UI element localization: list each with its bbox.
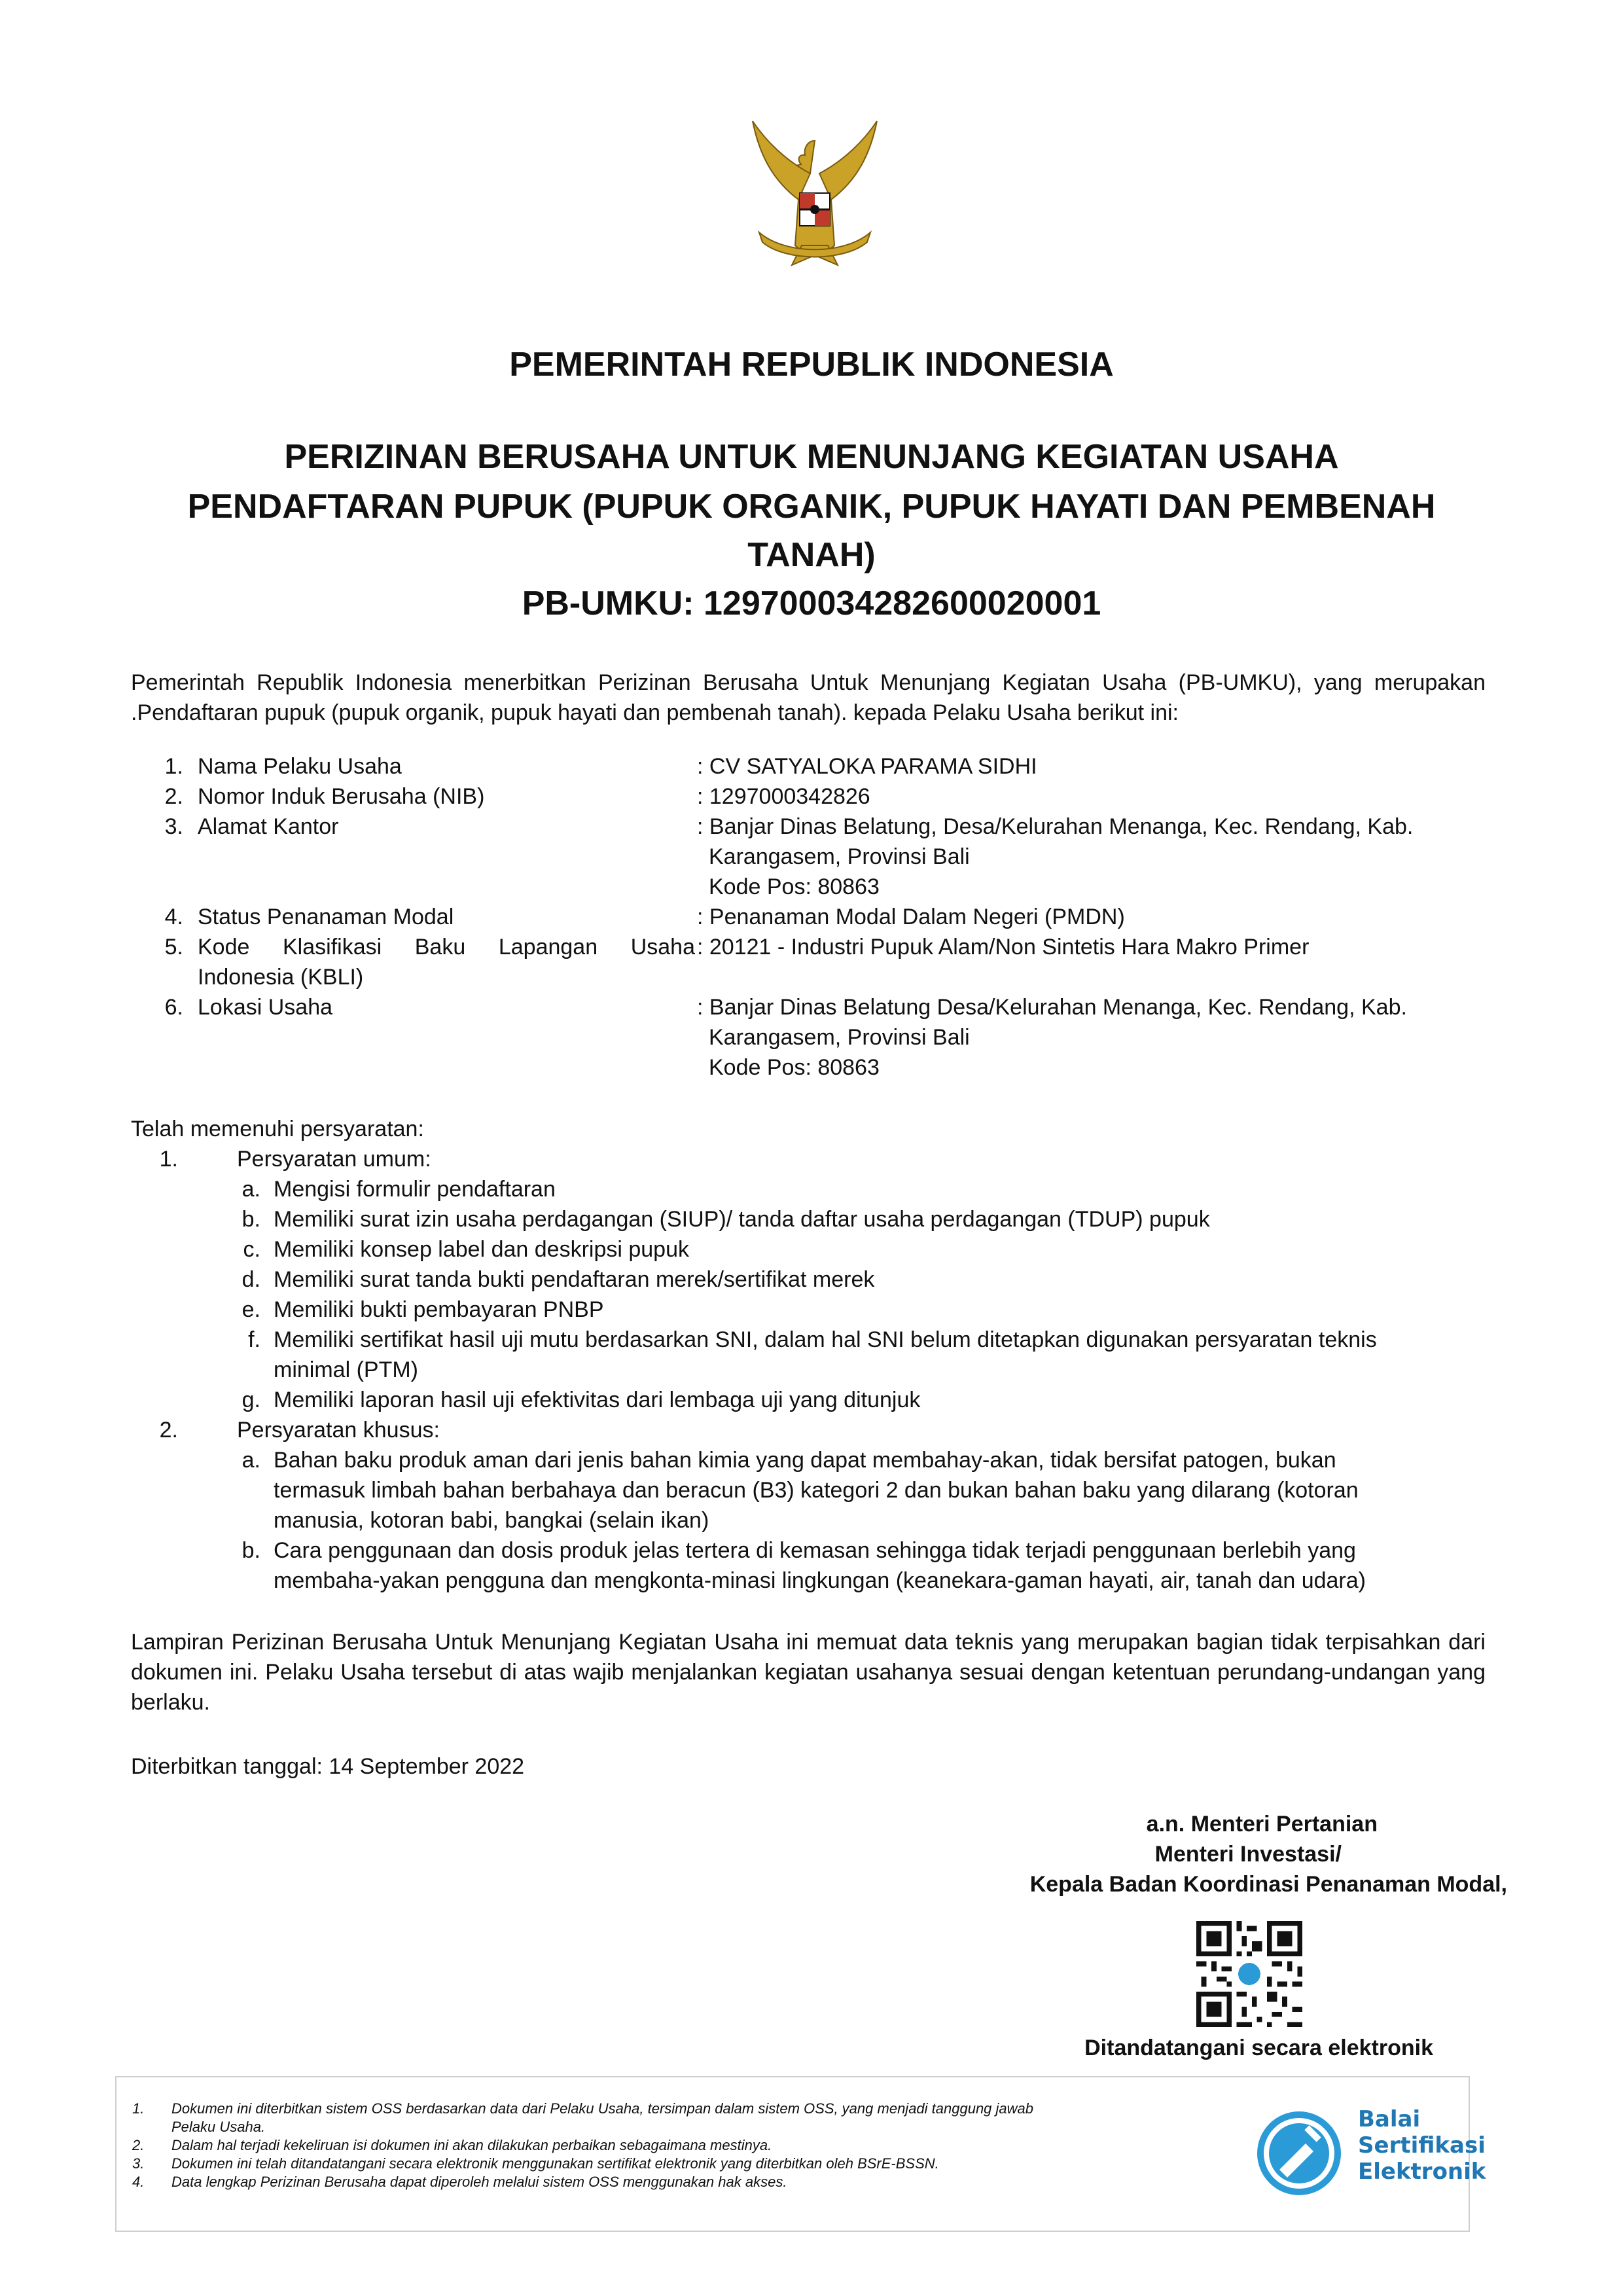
- footnote-text: Dalam hal terjadi kekeliruan isi dokumen ini akan dilakukan perbaikan sebagaimana mestinya.: [171, 2137, 772, 2153]
- item-letter: b.: [241, 1207, 260, 1232]
- bsre-line3: Elektronik: [1358, 2159, 1486, 2185]
- item-text-line3: manusia, kotoran babi, bangkai (selain ikan): [274, 1508, 709, 1533]
- bsre-line2: Sertifikasi: [1358, 2132, 1486, 2159]
- item-label: Status Penanaman Modal: [198, 905, 454, 929]
- item-text-line2: termasuk limbah bahan berbahaya dan beracun (B3) kategori 2 dan bukan bahan baku yang dilarang (kotoran: [274, 1478, 1359, 1503]
- requirements-heading: Telah memenuhi persyaratan:: [131, 1117, 424, 1141]
- item-letter: a.: [241, 1177, 260, 1202]
- permit-title-line1: PERIZINAN BERUSAHA UNTUK MENUNJANG KEGIATAN USAHA: [284, 438, 1339, 476]
- item-value: : CV SATYALOKA PARAMA SIDHI: [697, 754, 1037, 779]
- item-letter: b.: [241, 1538, 260, 1563]
- footnote-text: Data lengkap Perizinan Berusaha dapat diperoleh melalui sistem OSS menggunakan hak akses.: [171, 2174, 787, 2190]
- permit-title-line2: PENDAFTARAN PUPUK (PUPUK ORGANIK, PUPUK HAYATI DAN PEMBENAH: [187, 488, 1436, 526]
- item-text-line2: minimal (PTM): [274, 1357, 418, 1382]
- item-value-line3: Kode Pos: 80863: [709, 1055, 880, 1080]
- item-text: Memiliki sertifikat hasil uji mutu berdasarkan SNI, dalam hal SNI belum ditetapkan digunakan persyaratan teknis: [274, 1327, 1377, 1352]
- bsre-logo: [1253, 2094, 1486, 2206]
- closing-paragraph: Lampiran Perizinan Berusaha Untuk Menunjang Kegiatan Usaha ini memuat data teknis yang merupakan bagian tidak terpisahkan dari dokumen ini. Pelaku Usaha tersebut di atas wajib menjalankan kegiatan usahanya sesuai dengan ketentuan perundang-undangan yang berlaku.: [131, 1630, 1486, 1715]
- item-letter: a.: [241, 1448, 260, 1473]
- permit-title-line3: TANAH): [747, 536, 876, 574]
- item-number: 3.: [164, 814, 183, 839]
- item-letter: c.: [243, 1237, 260, 1262]
- footnote-text-line2: Pelaku Usaha.: [171, 2119, 266, 2135]
- item-value: : Banjar Dinas Belatung Desa/Kelurahan Menanga, Kec. Rendang, Kab.: [697, 995, 1407, 1020]
- item-value: : Banjar Dinas Belatung, Desa/Kelurahan Menanga, Kec. Rendang, Kab.: [697, 814, 1414, 839]
- item-number: 5.: [164, 935, 183, 960]
- footnote-number: 2.: [132, 2137, 145, 2153]
- item-value-line2: Karangasem, Provinsi Bali: [709, 844, 970, 869]
- footnote-number: 4.: [132, 2174, 145, 2190]
- item-number: 2.: [164, 784, 183, 809]
- item-letter: f.: [248, 1327, 260, 1352]
- item-text: Memiliki bukti pembayaran PNBP: [274, 1297, 604, 1322]
- qr-code-icon: [1196, 1921, 1302, 2027]
- requirement-number: 1.: [159, 1147, 178, 1172]
- requirement-number: 2.: [159, 1418, 178, 1443]
- issued-date: Diterbitkan tanggal: 14 September 2022: [131, 1754, 525, 1779]
- item-text: Cara penggunaan dan dosis produk jelas tertera di kemasan sehingga tidak terjadi penggunaan berlebih yang: [274, 1538, 1356, 1563]
- item-value-line3: Kode Pos: 80863: [709, 874, 880, 899]
- bsre-line1: Balai: [1358, 2106, 1421, 2132]
- item-text: Memiliki laporan hasil uji efektivitas dari lembaga uji yang ditunjuk: [274, 1388, 921, 1412]
- item-label: Nomor Induk Berusaha (NIB): [198, 784, 485, 809]
- item-value: : 20121 - Industri Pupuk Alam/Non Sintetis Hara Makro Primer: [697, 935, 1310, 960]
- item-label: Nama Pelaku Usaha: [198, 754, 402, 779]
- bsre-seal-icon: [1253, 2108, 1345, 2199]
- bsre-wordmark: [1358, 2106, 1486, 2185]
- item-text: Mengisi formulir pendaftaran: [274, 1177, 556, 1202]
- footnote-number: 3.: [132, 2155, 145, 2172]
- item-letter: g.: [241, 1388, 260, 1412]
- garuda-pancasila-emblem-icon: [746, 115, 883, 278]
- requirement-title: Persyaratan khusus:: [237, 1418, 440, 1443]
- signature-line3: Kepala Badan Koordinasi Penanaman Modal,: [1029, 1872, 1507, 1897]
- item-text: Bahan baku produk aman dari jenis bahan kimia yang dapat membahay-akan, tidak bersifat patogen, bukan: [274, 1448, 1336, 1473]
- signature-line2: Menteri Investasi/: [1154, 1842, 1342, 1867]
- item-value: : 1297000342826: [697, 784, 870, 809]
- permit-number: PB-UMKU: 129700034282600020001: [522, 584, 1101, 622]
- item-value: : Penanaman Modal Dalam Negeri (PMDN): [697, 905, 1125, 929]
- item-number: 4.: [164, 905, 183, 929]
- item-number: 1.: [164, 754, 183, 779]
- item-letter: e.: [241, 1297, 260, 1322]
- item-text: Memiliki konsep label dan deskripsi pupuk: [274, 1237, 689, 1262]
- item-text-line2: membaha-yakan pengguna dan mengkonta-minasi lingkungan (keanekara-gaman hayati, air, tanah dan udara): [274, 1568, 1366, 1593]
- requirement-title: Persyaratan umum:: [237, 1147, 431, 1172]
- signature-line1: a.n. Menteri Pertanian: [1146, 1812, 1378, 1837]
- signed-electronically-note: Ditandatangani secara elektronik: [1084, 2036, 1433, 2060]
- item-value-line2: Karangasem, Provinsi Bali: [709, 1025, 970, 1050]
- item-text: Memiliki surat tanda bukti pendaftaran merek/sertifikat merek: [274, 1267, 875, 1292]
- intro-paragraph: Pemerintah Republik Indonesia menerbitkan Perizinan Berusaha Untuk Menunjang Kegiatan Usaha (PB-UMKU), yang merupakan .Pendaftaran pupuk (pupuk organik, pupuk hayati dan pembenah tanah). kepada Pelaku Usaha berikut ini:: [131, 670, 1486, 725]
- item-text: Memiliki surat izin usaha perdagangan (SIUP)/ tanda daftar usaha perdagangan (TDUP) pupuk: [274, 1207, 1210, 1232]
- item-label-line2: Indonesia (KBLI): [198, 965, 364, 990]
- government-heading: PEMERINTAH REPUBLIK INDONESIA: [509, 346, 1114, 384]
- item-number: 6.: [164, 995, 183, 1020]
- item-letter: d.: [241, 1267, 260, 1292]
- footnote-number: 1.: [132, 2100, 145, 2117]
- item-label: Alamat Kantor: [198, 814, 339, 839]
- item-label: Kode Klasifikasi Baku Lapangan Usaha: [198, 935, 695, 960]
- footnote-text: Dokumen ini telah ditandatangani secara elektronik menggunakan sertifikat elektronik yang diterbitkan oleh BSrE-BSSN.: [171, 2155, 939, 2172]
- item-label: Lokasi Usaha: [198, 995, 333, 1020]
- footnote-text: Dokumen ini diterbitkan sistem OSS berdasarkan data dari Pelaku Usaha, tersimpan dalam sistem OSS, yang menjadi tanggung jawab: [171, 2100, 1034, 2117]
